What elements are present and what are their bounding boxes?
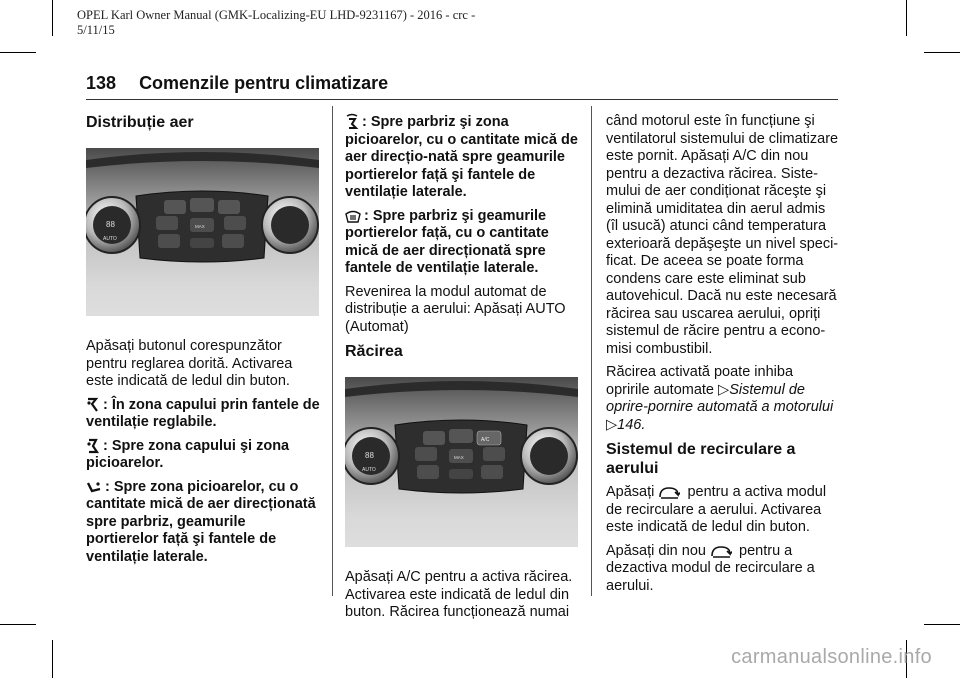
- vent-head-feet-icon: [86, 438, 100, 454]
- recirc-off-pre: Apăsați din nou: [606, 542, 706, 559]
- ac-activation-text: Apăsați A/C pentru a activa răcirea. Activarea este indicată de ledul din buton. Răcirea funcționează numai: [345, 569, 573, 620]
- recirculation-icon: [710, 545, 732, 559]
- max-label: MAX: [454, 455, 464, 460]
- crop-mark: [0, 52, 36, 53]
- crop-mark: [924, 52, 960, 53]
- climate-control-panel-photo: [86, 148, 319, 316]
- auto-label: AUTO: [103, 236, 117, 242]
- mode-feet-text: : Spre zona picioarelor, cu o cantitate mică de aer direcționată spre parbriz, geamurile portierelor față şi fantele de ventilație laterale.: [86, 478, 316, 565]
- vent-feet-icon: [86, 481, 102, 495]
- mode-head-text: : În zona capului prin fantele de ventilație reglabile.: [86, 396, 320, 430]
- autostop-link[interactable]: Sistemul de oprire-pornire automată a motorului: [606, 381, 834, 415]
- page-title: Comenzile pentru climatizare: [139, 73, 389, 93]
- cross-reference-icon: ▷: [718, 381, 730, 398]
- section-heading-cooling: Răcirea: [345, 343, 403, 360]
- cooling-autostop-text: Răcirea activată poate inhiba opririle automate ▷Sistemul de oprire-pornire automată a motorului ▷146.: [606, 364, 834, 433]
- header-rule: [86, 99, 838, 100]
- mode-head-item: [86, 397, 322, 432]
- recirc-on-post: pentru a activa modul de recirculare a aerului. Activarea este indicată de ledul din buton.: [606, 484, 827, 535]
- mode-windshield-feet-text: : Spre parbriz şi zona picioarelor, cu o cantitate mică de aer direcțio-nată spre geamurile portierelor față şi fantele de ventilație laterale.: [345, 114, 578, 200]
- document-header-line1: OPEL Karl Owner Manual (GMK-Localizing-EU LHD-9231167) - 2016 - crc -: [77, 8, 476, 22]
- column-3: [606, 113, 840, 601]
- crop-mark: [52, 640, 53, 678]
- recirculation-on-text: [606, 484, 840, 537]
- air-distribution-intro: Apăsați butonul corespunzător pentru reglarea dorită. Activarea este indicată de ledul din buton.: [86, 338, 293, 389]
- document-header-line2: 5/11/15: [77, 23, 115, 37]
- left-knob-label: 88: [365, 451, 374, 460]
- recirculation-icon: [658, 486, 680, 500]
- crop-mark: [924, 624, 960, 625]
- mode-windshield-item: [345, 208, 581, 278]
- cooling-autostop-pre: Răcirea activată poate inhiba opririle automate: [606, 364, 794, 398]
- cooling-continued-text: când motorul este în funcțiune şi ventilatorul sistemului de climatizare este pornit. Apăsați A/C din nou pentru a dezactiva răcirea. Siste-mului de aer condiționat răceşte şi elimină umiditatea din aerul admis (îl usucă) atunci când temperatura exterioară depăşeşte un nivel speci-ficat. De aceea se poate forma condens care este eliminat sub autovehicul. Dacă nu este necesară răcirea sau uscarea aerului, opriți sistemul de răcire pentru a econo-misi combustibil.: [606, 113, 839, 357]
- mode-feet-item: [86, 479, 322, 567]
- page-reference-icon: ▷: [606, 416, 618, 433]
- climate-control-panel-ac-photo: [345, 377, 578, 547]
- section-heading-air-distribution: Distribuție aer: [86, 114, 194, 131]
- ac-label: A/C: [481, 437, 490, 443]
- column-1: [86, 113, 322, 572]
- document-header: [77, 8, 507, 38]
- column-divider: [591, 106, 592, 596]
- page-number: 138: [86, 73, 117, 93]
- auto-label: AUTO: [362, 467, 376, 473]
- max-label: MAX: [195, 224, 205, 229]
- recirculation-off-text: [606, 543, 840, 596]
- column-2: [345, 113, 581, 628]
- mode-windshield-feet-item: [345, 113, 581, 202]
- crop-mark: [0, 624, 36, 625]
- recirc-on-pre: Apăsați: [606, 484, 655, 500]
- autostop-page-ref[interactable]: 146: [617, 416, 642, 433]
- mode-head-feet-text: : Spre zona capului şi zona picioarelor.: [86, 437, 290, 471]
- section-heading-recirculation: Sistemul de recirculare a aerului: [606, 441, 796, 477]
- auto-distribution-text: Revenirea la modul automat de distribuție a aerului: Apăsați AUTO (Automat): [345, 283, 566, 335]
- page-heading: [86, 73, 388, 94]
- left-knob-label: 88: [106, 220, 115, 229]
- mode-head-feet-item: [86, 438, 322, 473]
- watermark: carmanualsonline.info: [731, 646, 932, 668]
- recirc-off-post: pentru a dezactiva modul de recirculare a aerului.: [606, 542, 815, 594]
- mode-windshield-text: : Spre parbriz şi geamurile portierelor față, cu o cantitate mică de aer direcționată spre fantele de ventilație laterale.: [345, 207, 549, 276]
- vent-head-icon: [86, 397, 100, 413]
- crop-mark: [52, 0, 53, 36]
- windshield-feet-icon: [345, 113, 359, 130]
- crop-mark: [906, 0, 907, 36]
- column-divider: [332, 106, 333, 596]
- windshield-defrost-icon: [345, 208, 361, 224]
